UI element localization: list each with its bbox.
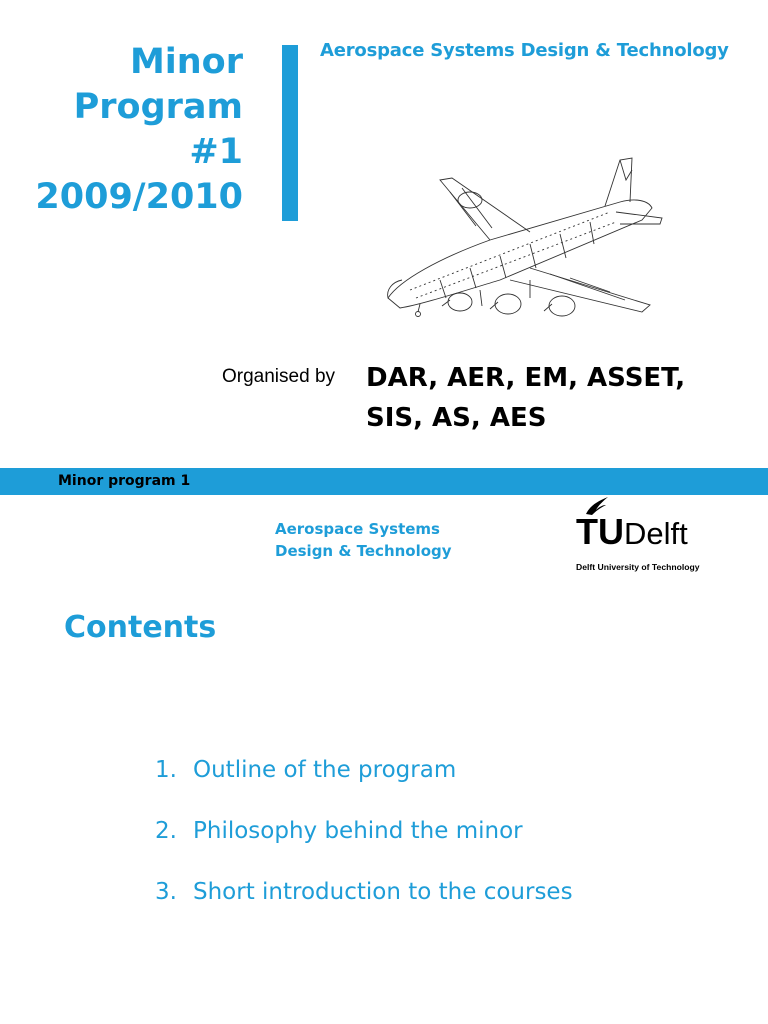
- vertical-divider-bar: [282, 45, 298, 221]
- contents-item-number: 1.: [155, 757, 177, 783]
- organisers-line-1: DAR, AER, EM, ASSET,: [366, 363, 686, 393]
- contents-title: Contents: [64, 610, 217, 645]
- organisers-line-2: SIS, AS, AES: [366, 403, 547, 433]
- slide2-header-line-2: Design & Technology: [275, 542, 452, 560]
- contents-item-text: Outline of the program: [193, 757, 457, 783]
- contents-item: [155, 752, 573, 813]
- logo-tu-text: TU: [576, 511, 624, 552]
- main-title: [0, 40, 243, 220]
- main-title-line-2: Program: [73, 87, 243, 127]
- tu-delft-logo: [574, 496, 714, 576]
- organised-by-label: Organised by: [222, 366, 336, 387]
- contents-item-number: 2.: [155, 818, 177, 844]
- contents-item-text: Short introduction to the courses: [193, 879, 573, 905]
- contents-list: [155, 752, 573, 935]
- main-title-line-3: #1: [189, 132, 243, 172]
- contents-item-number: 3.: [155, 879, 177, 905]
- tu-delft-wordmark: [576, 510, 688, 556]
- logo-delft-text: Delft: [624, 516, 688, 551]
- contents-item: [155, 813, 573, 874]
- footer-label: Minor program 1: [58, 473, 191, 489]
- contents-item-text: Philosophy behind the minor: [193, 818, 523, 844]
- header-subtitle: Aerospace Systems Design & Technology: [320, 40, 729, 61]
- contents-item: [155, 874, 573, 935]
- logo-caption: Delft University of Technology: [576, 562, 700, 572]
- main-title-line-1: Minor: [129, 42, 243, 82]
- main-title-line-4: 2009/2010: [35, 177, 243, 217]
- slide2-header: [275, 518, 452, 562]
- airplane-cutaway-icon: [380, 140, 665, 320]
- slide2-header-line-1: Aerospace Systems: [275, 520, 440, 538]
- organisers-list: [366, 358, 685, 438]
